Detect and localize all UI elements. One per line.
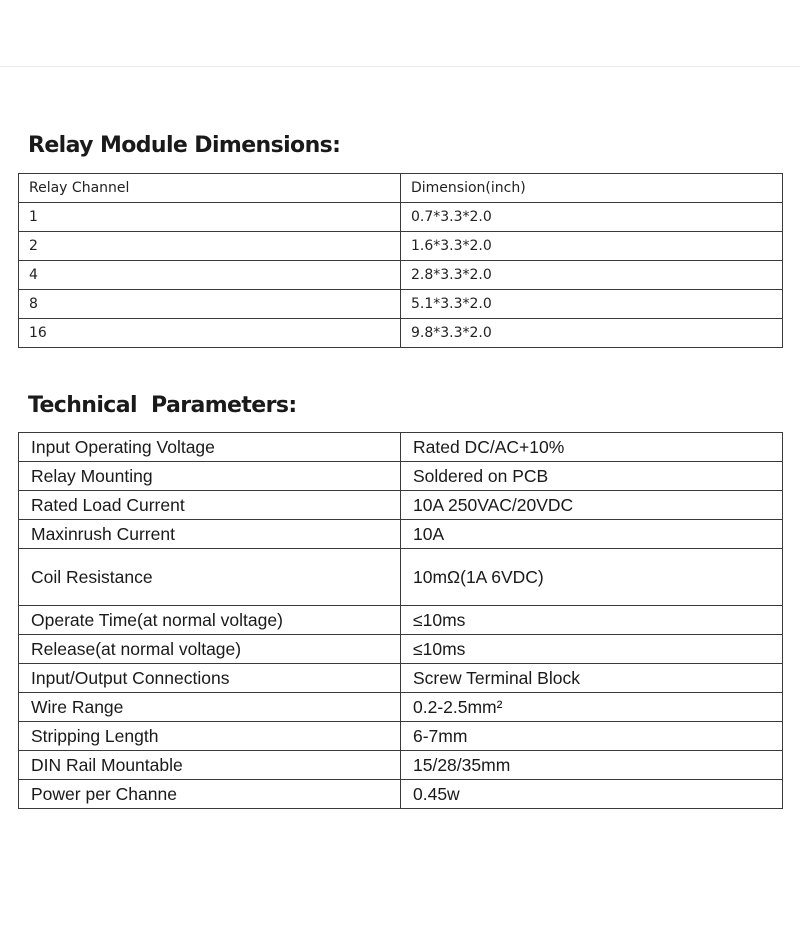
table-row: [19, 751, 783, 780]
table-row: [19, 462, 783, 491]
table-row: [19, 722, 783, 751]
param-value-cell: 10mΩ(1A 6VDC): [401, 549, 783, 606]
channel-cell: 16: [19, 319, 401, 348]
table-row: [19, 203, 783, 232]
table-row: [19, 433, 783, 462]
table-row: [19, 319, 783, 348]
dimension-cell: 1.6*3.3*2.0: [401, 232, 783, 261]
table-row: [19, 635, 783, 664]
table-row: [19, 520, 783, 549]
param-value-cell: 0.2-2.5mm²: [401, 693, 783, 722]
header-cell: Relay Channel: [19, 174, 401, 203]
param-name-cell: Input Operating Voltage: [19, 433, 401, 462]
header-cell: Dimension(inch): [401, 174, 783, 203]
param-value-cell: Rated DC/AC+10%: [401, 433, 783, 462]
table-row: [19, 606, 783, 635]
param-value-cell: 10A: [401, 520, 783, 549]
param-value-cell: Screw Terminal Block: [401, 664, 783, 693]
param-name-cell: DIN Rail Mountable: [19, 751, 401, 780]
param-value-cell: 6-7mm: [401, 722, 783, 751]
table-row: [19, 780, 783, 809]
param-value-cell: 10A 250VAC/20VDC: [401, 491, 783, 520]
param-name-cell: Input/Output Connections: [19, 664, 401, 693]
table-row: [19, 261, 783, 290]
param-name-cell: Release(at normal voltage): [19, 635, 401, 664]
channel-cell: 1: [19, 203, 401, 232]
param-value-cell: 15/28/35mm: [401, 751, 783, 780]
table-header-row: [19, 174, 783, 203]
channel-cell: 8: [19, 290, 401, 319]
technical-heading: Technical Parameters:: [28, 393, 297, 418]
dimensions-heading: Relay Module Dimensions:: [28, 133, 341, 158]
table-row: [19, 232, 783, 261]
param-name-cell: Relay Mounting: [19, 462, 401, 491]
table-row: [19, 491, 783, 520]
dimension-cell: 2.8*3.3*2.0: [401, 261, 783, 290]
dimension-cell: 5.1*3.3*2.0: [401, 290, 783, 319]
technical-table: [18, 432, 783, 809]
channel-cell: 4: [19, 261, 401, 290]
param-name-cell: Operate Time(at normal voltage): [19, 606, 401, 635]
param-name-cell: Stripping Length: [19, 722, 401, 751]
channel-cell: 2: [19, 232, 401, 261]
dimension-cell: 0.7*3.3*2.0: [401, 203, 783, 232]
param-name-cell: Power per Channe: [19, 780, 401, 809]
param-value-cell: 0.45w: [401, 780, 783, 809]
param-value-cell: ≤10ms: [401, 606, 783, 635]
table-row: [19, 693, 783, 722]
top-divider: [0, 66, 800, 67]
table-row: [19, 664, 783, 693]
param-name-cell: Maxinrush Current: [19, 520, 401, 549]
table-row: [19, 549, 783, 606]
param-value-cell: ≤10ms: [401, 635, 783, 664]
param-value-cell: Soldered on PCB: [401, 462, 783, 491]
param-name-cell: Coil Resistance: [19, 549, 401, 606]
dimensions-table: [18, 173, 783, 348]
param-name-cell: Rated Load Current: [19, 491, 401, 520]
dimension-cell: 9.8*3.3*2.0: [401, 319, 783, 348]
table-row: [19, 290, 783, 319]
param-name-cell: Wire Range: [19, 693, 401, 722]
